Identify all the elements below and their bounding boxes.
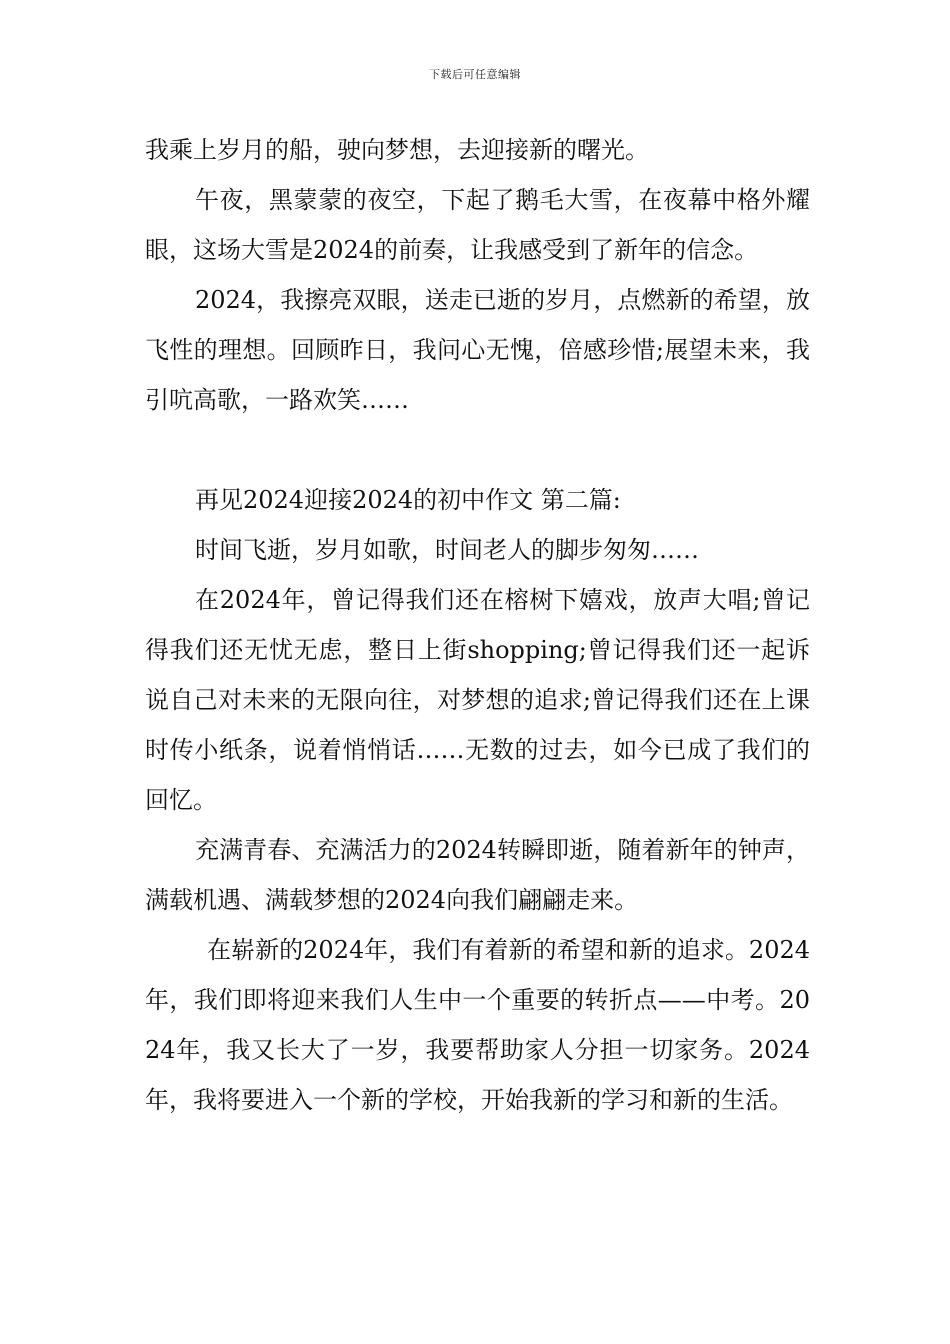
paragraph-8: 在崭新的2024年，我们有着新的希望和新的追求。2024年，我们即将迎来我们人生中一个重要的转折点——中考。2024年，我又长大了一岁，我要帮助家人分担一切家务。2024年，我将要进入一个新的学校，开始我新的学习和新的生活。 bbox=[145, 936, 810, 1114]
page-header: 下载后可任意编辑 bbox=[429, 68, 521, 81]
paragraph-6: 在2024年，曾记得我们还在榕树下嬉戏，放声大唱;曾记得我们还无忧无虑，整日上街shopping;曾记得我们还一起诉说自己对未来的无限向往，对梦想的追求;曾记得我们还在上课时传小纸条，说着悄悄话……无数的过去，如今已成了我们的回忆。 bbox=[145, 586, 810, 814]
paragraph-3: 2024，我擦亮双眼，送走已逝的岁月，点燃新的希望，放飞性的理想。回顾昨日，我问心无愧，倍感珍惜;展望未来，我引吭高歌，一路欢笑…… bbox=[145, 286, 810, 414]
document-body bbox=[145, 125, 810, 1125]
paragraph-2: 午夜，黑蒙蒙的夜空，下起了鹅毛大雪，在夜幕中格外耀眼，这场大雪是2024的前奏，让我感受到了新年的信念。 bbox=[145, 186, 810, 264]
paragraph-5: 时间飞逝，岁月如歌，时间老人的脚步匆匆…… bbox=[195, 536, 699, 564]
section-heading: 再见2024迎接2024的初中作文 第二篇: bbox=[195, 486, 621, 514]
paragraph-7: 充满青春、充满活力的2024转瞬即逝，随着新年的钟声，满载机遇、满载梦想的2024向我们翩翩走来。 bbox=[145, 836, 810, 914]
paragraph-1: 我乘上岁月的船，驶向梦想，去迎接新的曙光。 bbox=[145, 136, 649, 164]
paragraph-spacer bbox=[145, 425, 810, 475]
